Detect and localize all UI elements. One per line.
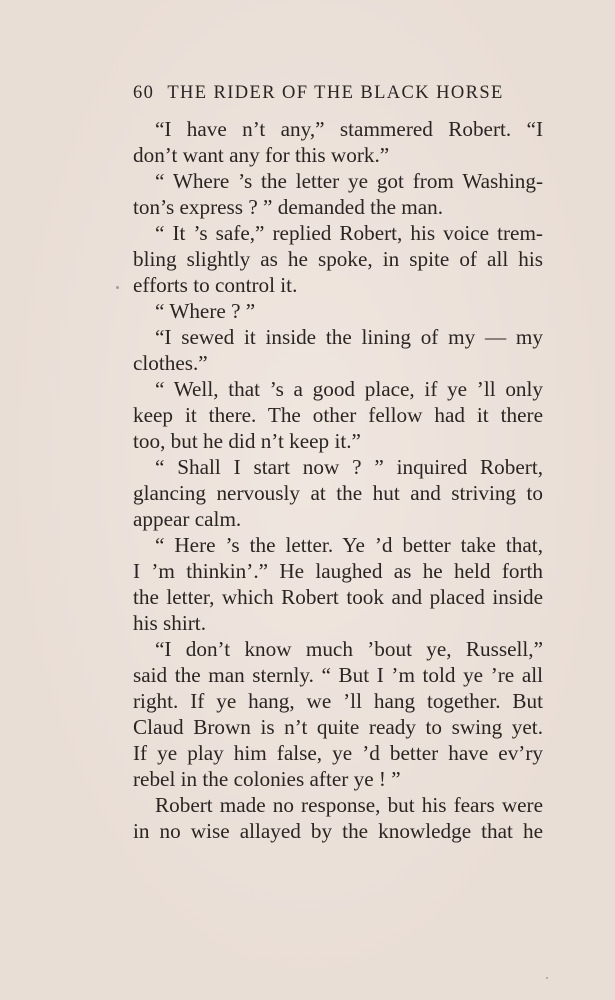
text-line: rebel in the colonies after ye ! ” — [133, 767, 401, 791]
text-line: I ’m thinkin’.” He laughed as he held forth — [133, 559, 543, 583]
text-line: efforts to control it. — [133, 273, 298, 297]
text-line: “ Here ’s the letter. Ye ’d better take that, — [155, 533, 543, 557]
text-line: “I don’t know much ’bout ye, Russell,” — [155, 637, 543, 661]
text-line: Claud Brown is n’t quite ready to swing yet. — [133, 715, 543, 739]
text-line: bling slightly as he spoke, in spite of all his — [133, 247, 543, 271]
paper-speck — [546, 977, 548, 979]
text-line: “ It ’s safe,” replied Robert, his voice trem- — [155, 221, 543, 245]
text-line: appear calm. — [133, 507, 242, 531]
running-title: THE RIDER OF THE BLACK HORSE — [167, 83, 504, 103]
page-number: 60 — [133, 83, 155, 103]
text-line: in no wise allayed by the knowledge that he — [133, 819, 543, 843]
text-line: “ Where ? ” — [155, 299, 256, 323]
text-line: Robert made no response, but his fears were — [155, 793, 543, 817]
text-line: his shirt. — [133, 611, 206, 635]
text-line: the letter, which Robert took and placed inside — [133, 585, 543, 609]
running-head — [133, 83, 523, 109]
text-line: right. If ye hang, we ’ll hang together. But — [133, 689, 543, 713]
text-line: If ye play him false, ye ’d better have ev’ry — [133, 741, 543, 765]
text-line: said the man sternly. “ But I ’m told ye ’re all — [133, 663, 543, 687]
text-line: “ Shall I start now ? ” inquired Robert, — [155, 455, 543, 479]
text-line: “ Where ’s the letter ye got from Washing- — [155, 169, 543, 193]
body-text — [133, 116, 543, 846]
text-line: don’t want any for this work.” — [133, 143, 390, 167]
paper-speck — [116, 286, 119, 289]
text-line: “ Well, that ’s a good place, if ye ’ll only — [155, 377, 543, 401]
text-line: ton’s express ? ” demanded the man. — [133, 195, 444, 219]
text-line: glancing nervously at the hut and striving to — [133, 481, 543, 505]
text-line: too, but he did n’t keep it.” — [133, 429, 361, 453]
text-line: clothes.” — [133, 351, 208, 375]
text-line: “I sewed it inside the lining of my — my — [155, 325, 543, 349]
text-line: keep it there. The other fellow had it there — [133, 403, 543, 427]
text-line: “I have n’t any,” stammered Robert. “I — [155, 117, 543, 141]
